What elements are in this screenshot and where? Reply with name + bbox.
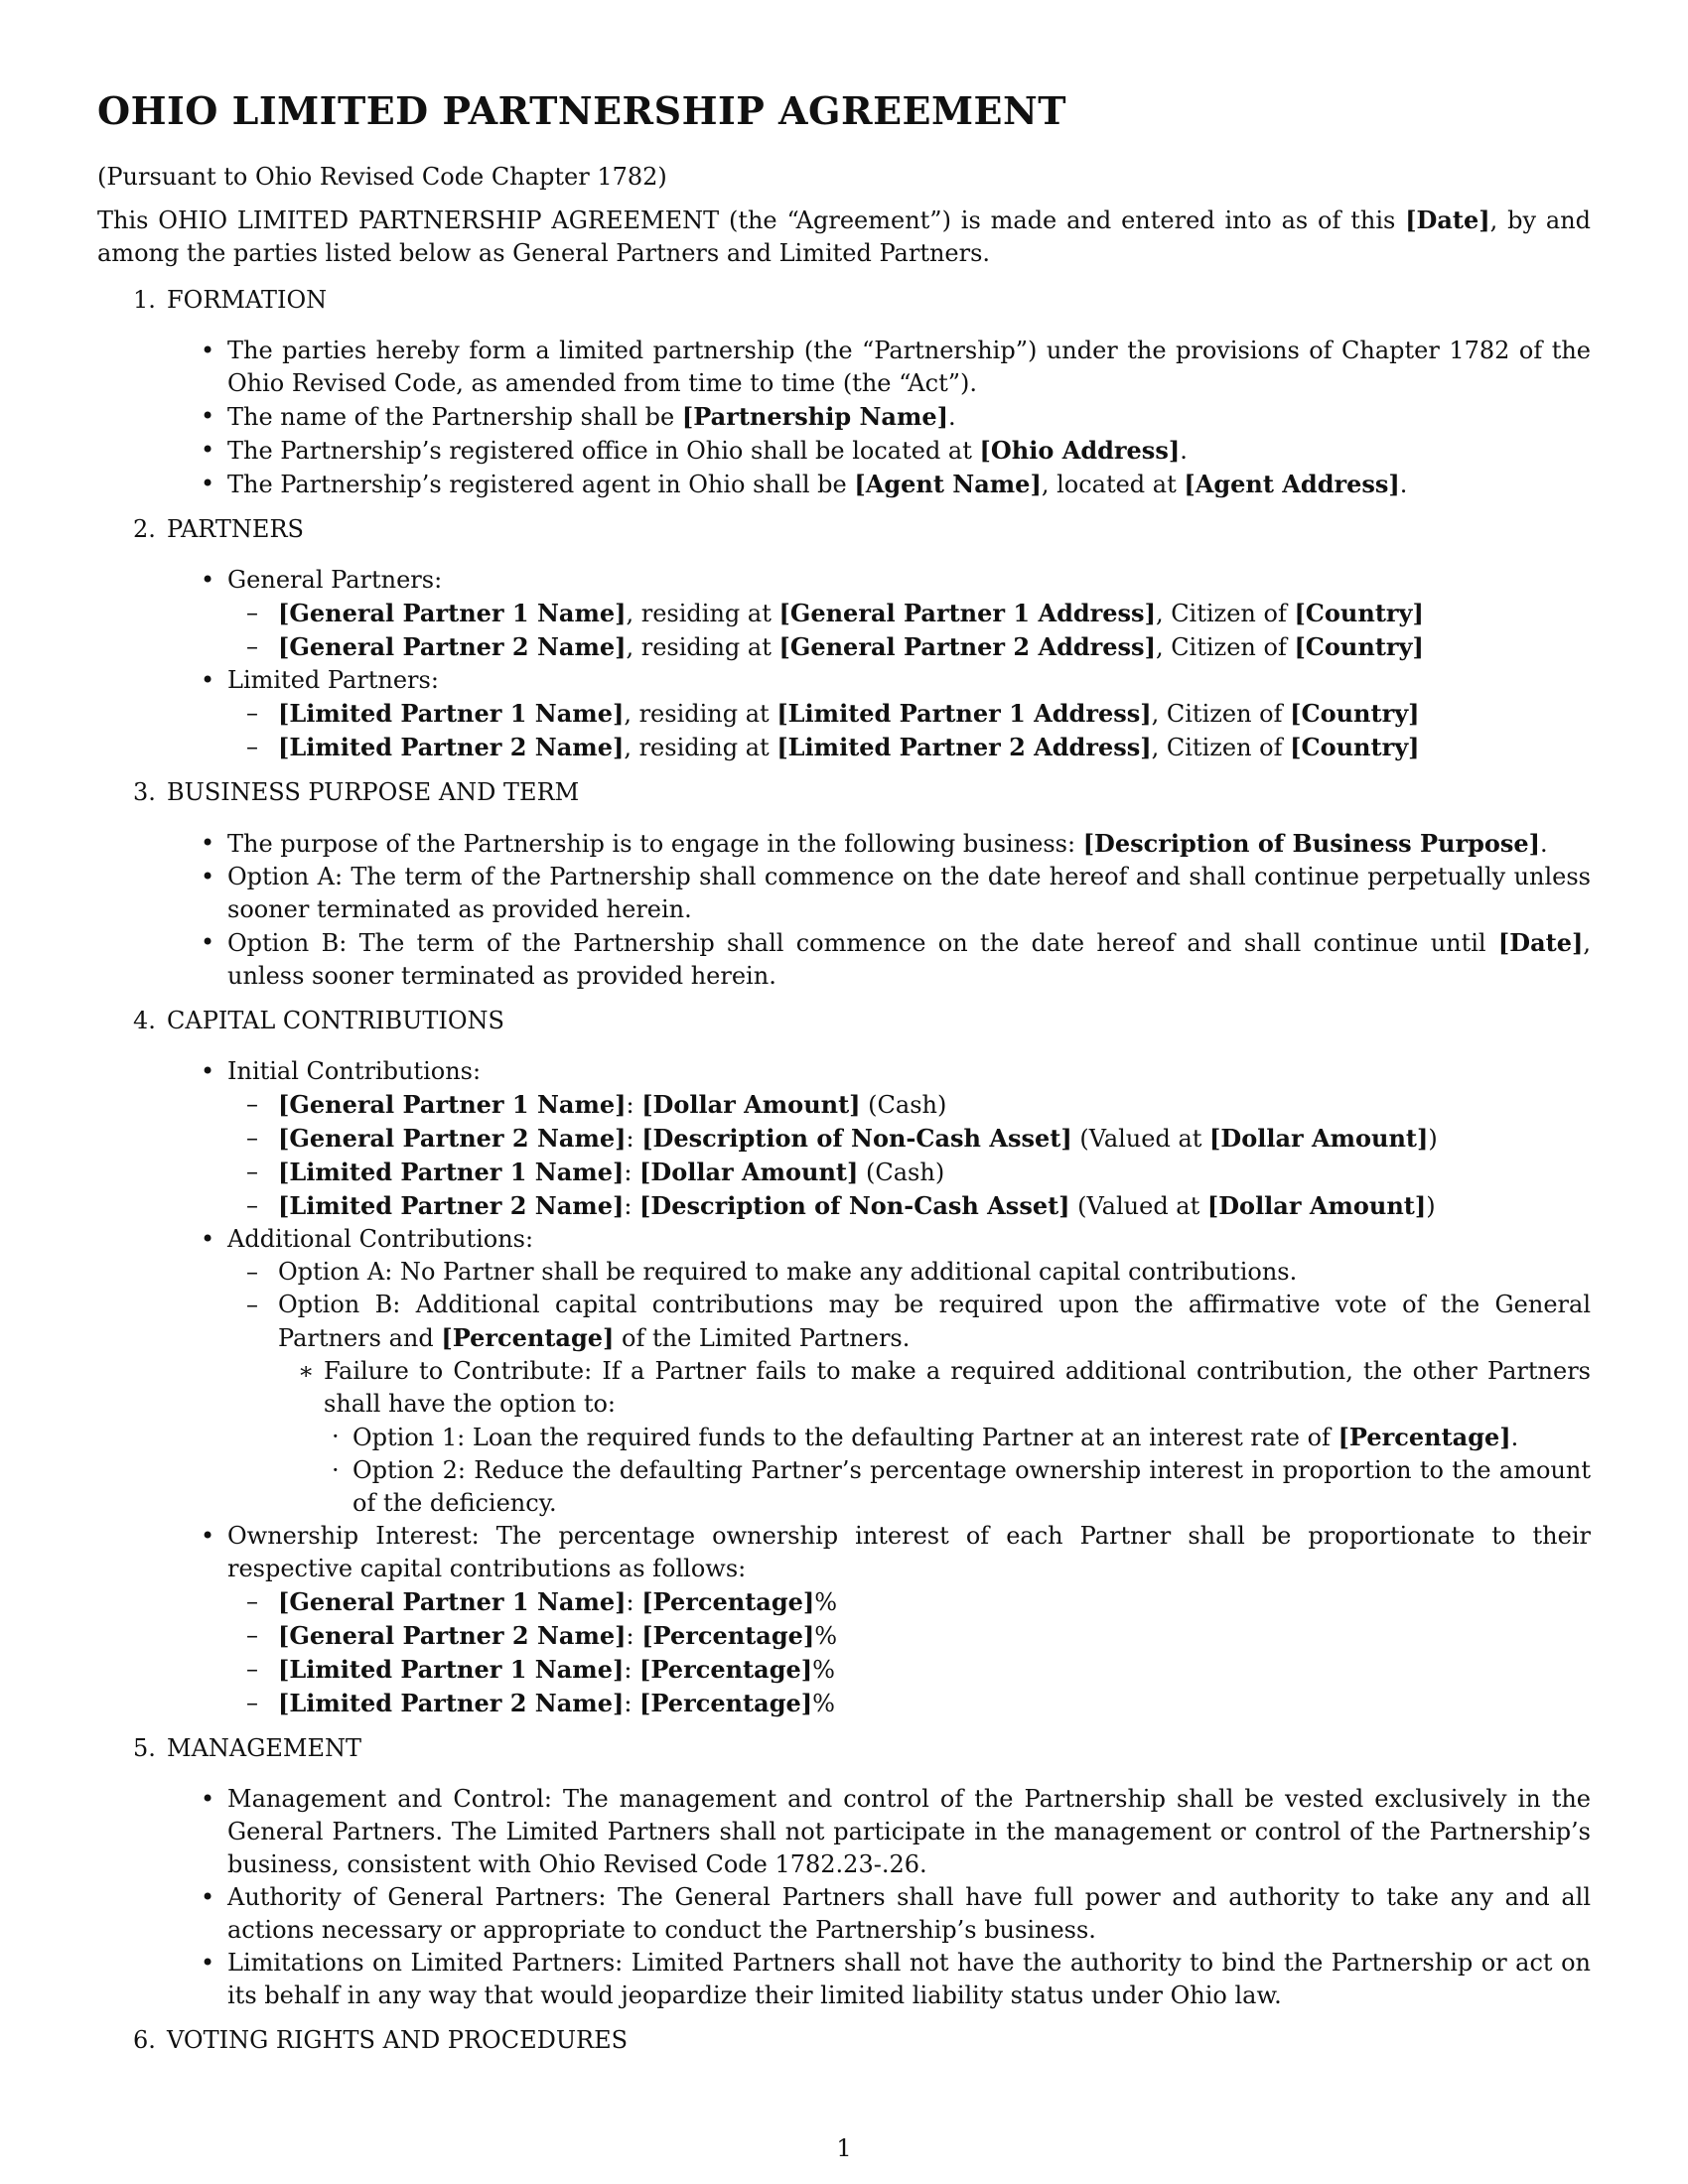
bullet-marker: • <box>201 1522 215 1550</box>
dash-marker: – <box>246 1191 258 1219</box>
bullet-marker: • <box>201 470 215 497</box>
dash-marker: – <box>246 1158 258 1185</box>
list-item: – [General Partner 1 Name]: [Percentage]% <box>246 1587 838 1616</box>
section-heading: 4. CAPITAL CONTRIBUTIONS <box>133 1007 504 1034</box>
document-title: OHIO LIMITED PARTNERSHIP AGREEMENT <box>97 88 1067 133</box>
list-item: • The Partnership’s registered agent in Ohio shall be [Agent Name], located at [Agent Address]. <box>201 470 1408 498</box>
dash-marker: – <box>246 1291 258 1318</box>
list-item: – [General Partner 2 Name], residing at [General Partner 2 Address], Citizen of [Country] <box>246 632 1424 661</box>
list-item: – [Limited Partner 2 Name]: [Percentage]% <box>246 1689 835 1717</box>
dash-marker: – <box>246 1587 258 1615</box>
list-item: – [Limited Partner 1 Name], residing at [Limited Partner 1 Address], Citizen of [Country] <box>246 699 1420 728</box>
list-item: – [General Partner 1 Name], residing at [General Partner 1 Address], Citizen of [Country] <box>246 599 1424 627</box>
dash-marker: – <box>246 1090 258 1118</box>
dash-marker: – <box>246 1655 258 1683</box>
list-item: • Additional Contributions: <box>97 1223 1591 1256</box>
list-item: • Ownership Interest: The percentage ownership interest of each Partner shall be proportionate to their respective capital contributions as follows: <box>201 1522 1591 1582</box>
dash-marker: – <box>246 1258 258 1286</box>
bullet-marker: • <box>201 666 215 694</box>
dash-marker: – <box>246 599 258 626</box>
bullet-marker: • <box>201 1883 215 1911</box>
list-item: ∗ Failure to Contribute: If a Partner fails to make a required additional contribution, the other Partners shall have the option to: <box>298 1357 1591 1418</box>
list-item: – [Limited Partner 1 Name]: [Dollar Amount] (Cash) <box>246 1158 945 1186</box>
list-item: · Option 1: Loan the required funds to the defaulting Partner at an interest rate of [Percentage]. <box>332 1423 1519 1451</box>
section-voting-rights <box>97 2024 1591 2057</box>
bullet-marker: • <box>201 1785 215 1813</box>
dash-marker: – <box>246 733 258 760</box>
list-item: · Option 2: Reduce the defaulting Partner’s percentage ownership interest in proportion to the amount of the deficiency. <box>332 1456 1591 1517</box>
section-heading: 6. VOTING RIGHTS AND PROCEDURES <box>133 2026 629 2054</box>
section-partners <box>97 513 1591 764</box>
list-item: – [General Partner 2 Name]: [Percentage]% <box>246 1621 838 1650</box>
bullet-marker: • <box>201 928 215 956</box>
dot-marker: · <box>332 1423 340 1450</box>
bullet-marker: • <box>201 863 215 890</box>
list-item: • Management and Control: The management and control of the Partnership shall be vested exclusively in the General Partners. The Limited Partners shall not participate in the management or control of the Partnership’s business, consistent with Ohio Revised Code 1782.23-.26. <box>201 1785 1591 1878</box>
list-item: • Option A: The term of the Partnership shall commence on the date hereof and shall continue perpetually unless sooner terminated as provided herein. <box>201 863 1591 923</box>
list-item: • The Partnership’s registered office in Ohio shall be located at [Ohio Address]. <box>201 436 1188 465</box>
bullet-marker: • <box>201 337 215 364</box>
bullet-marker: • <box>201 1225 215 1253</box>
list-item: – Option B: Additional capital contributions may be required upon the affirmative vote of the General Partners and [Percentage] of the Limited Partners. <box>246 1291 1591 1352</box>
section-heading: 2. PARTNERS <box>133 515 304 543</box>
section-heading: 1. FORMATION <box>133 286 328 314</box>
list-item: • The purpose of the Partnership is to engage in the following business: [Description of Business Purpose]. <box>201 829 1548 858</box>
list-item: – [Limited Partner 2 Name], residing at [Limited Partner 2 Address], Citizen of [Country] <box>246 733 1420 761</box>
list-item: • The parties hereby form a limited partnership (the “Partnership”) under the provisions of Chapter 1782 of the Ohio Revised Code, as amended from time to time (the “Act”). <box>201 337 1591 397</box>
section-heading: 5. MANAGEMENT <box>133 1734 362 1762</box>
section-capital-contributions <box>97 1005 1591 1720</box>
dash-marker: – <box>246 1124 258 1152</box>
page-number: 1 <box>836 2134 852 2162</box>
list-item: – Option A: No Partner shall be required to make any additional capital contributions. <box>97 1256 1591 1289</box>
section-heading: 3. BUSINESS PURPOSE AND TERM <box>133 778 580 806</box>
intro-paragraph: This OHIO LIMITED PARTNERSHIP AGREEMENT (the “Agreement”) is made and entered into as of this [Date], by and among the parties listed below as General Partners and Limited Partners. <box>97 205 1592 267</box>
bullet-marker: • <box>201 566 215 594</box>
section-management <box>97 1732 1591 2012</box>
list-item: – [Limited Partner 1 Name]: [Percentage]% <box>246 1655 835 1684</box>
document-subtitle: (Pursuant to Ohio Revised Code Chapter 1782) <box>97 163 667 191</box>
list-item: – [General Partner 2 Name]: [Description of Non-Cash Asset] (Valued at [Dollar Amount]) <box>246 1124 1438 1153</box>
dash-marker: – <box>246 1689 258 1716</box>
star-marker: ∗ <box>298 1357 315 1385</box>
bullet-marker: • <box>201 1949 215 1977</box>
dash-marker: – <box>246 632 258 660</box>
dot-marker: · <box>332 1456 340 1484</box>
list-item: – [Limited Partner 2 Name]: [Description of Non-Cash Asset] (Valued at [Dollar Amount]) <box>246 1191 1436 1220</box>
section-formation <box>97 284 1591 501</box>
bullet-marker: • <box>201 402 215 430</box>
list-item: • Authority of General Partners: The General Partners shall have full power and authority to take any and all actions necessary or appropriate to conduct the Partnership’s business. <box>201 1883 1591 1944</box>
list-item: • Limitations on Limited Partners: Limited Partners shall not have the authority to bind the Partnership or act on its behalf in any way that would jeopardize their limited liability status under Ohio law. <box>201 1949 1591 2009</box>
bullet-marker: • <box>201 436 215 464</box>
dash-marker: – <box>246 1621 258 1649</box>
list-item: • Initial Contributions: <box>97 1055 1591 1088</box>
date-placeholder: [Date] <box>1405 205 1490 234</box>
list-item: • The name of the Partnership shall be [Partnership Name]. <box>201 402 956 431</box>
list-item: • Limited Partners: <box>97 664 1591 697</box>
list-item: • General Partners: <box>97 564 1591 597</box>
bullet-marker: • <box>201 1057 215 1085</box>
bullet-marker: • <box>201 829 215 857</box>
list-item: • Option B: The term of the Partnership shall commence on the date hereof and shall continue until [Date], unless sooner terminated as provided herein. <box>201 928 1591 990</box>
section-business-purpose <box>97 776 1591 993</box>
dash-marker: – <box>246 699 258 727</box>
list-item: – [General Partner 1 Name]: [Dollar Amount] (Cash) <box>246 1090 947 1119</box>
